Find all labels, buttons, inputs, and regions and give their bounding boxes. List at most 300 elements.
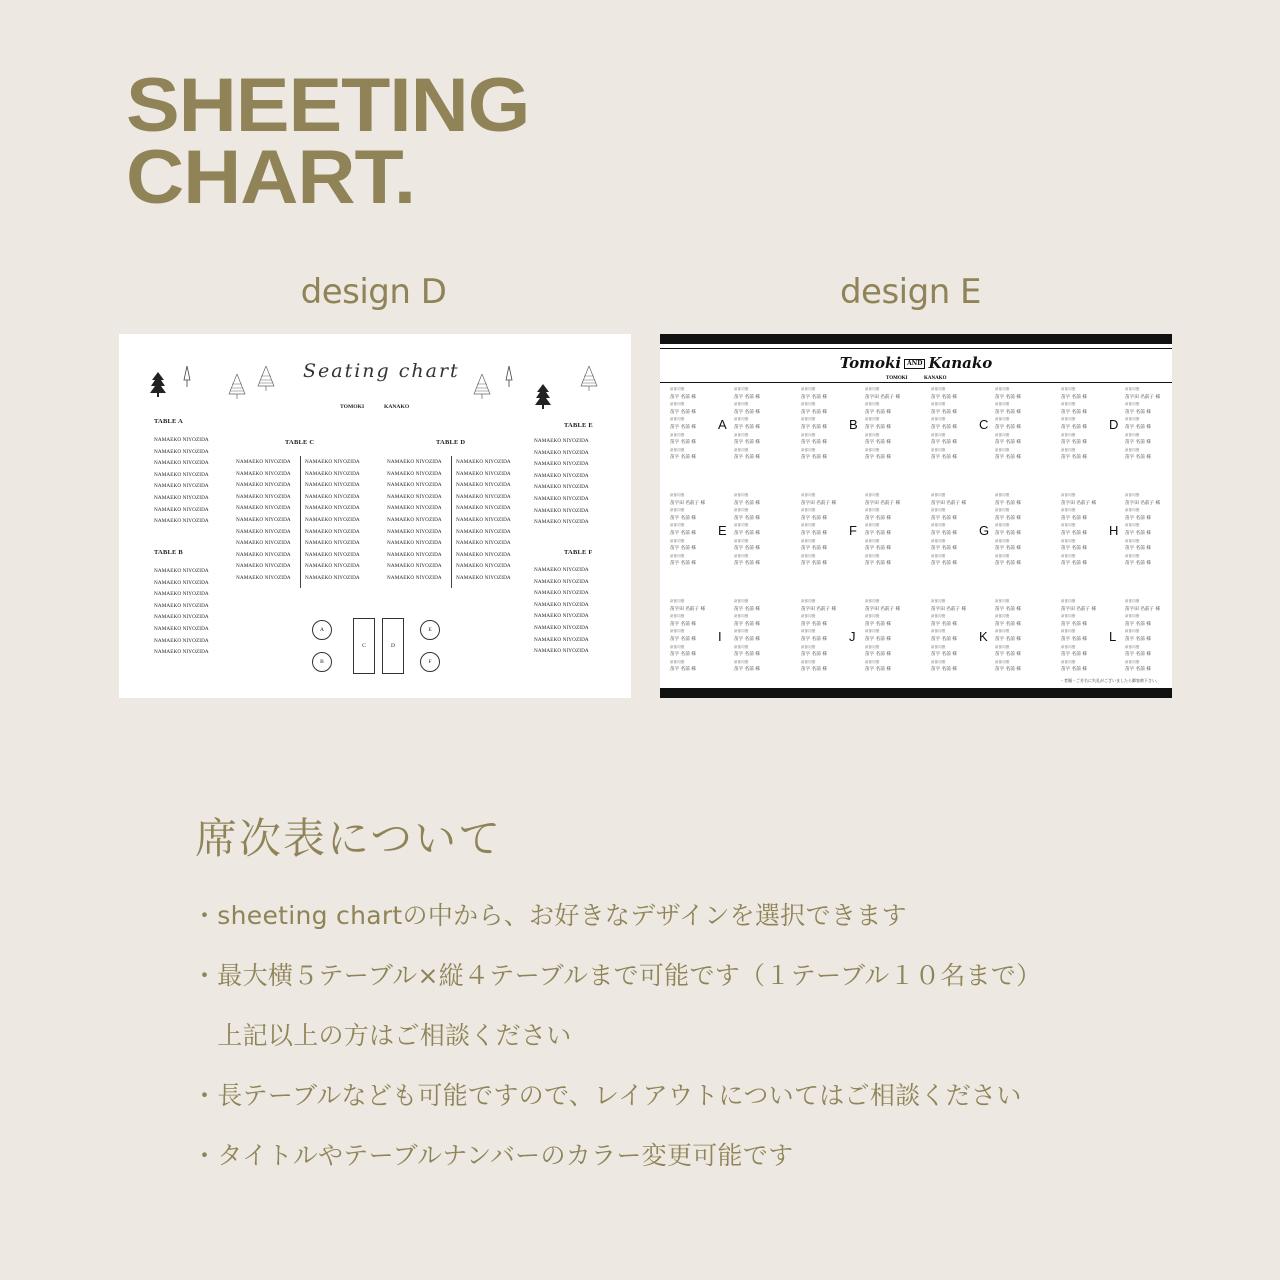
guest-relation: 新郎同僚: [865, 432, 880, 437]
table-guest-column: [734, 492, 760, 568]
guest-name: NAMAEKO NIYOZIDA: [154, 494, 209, 501]
guest-relation: 新郎同僚: [1061, 508, 1076, 513]
guest-name: 苗字 名前 様: [931, 636, 957, 642]
guest-name: NAMAEKO NIYOZIDA: [305, 540, 360, 547]
guest-relation: 新郎同僚: [1061, 538, 1076, 543]
guest-name: NAMAEKO NIYOZIDA: [387, 493, 442, 500]
guest-relation: 新郎同僚: [1061, 493, 1076, 497]
guest-name: 苗字 名前 様: [734, 409, 760, 415]
guest-relation: 新郎同僚: [801, 432, 816, 437]
guest-relation: 新郎同僚: [801, 644, 816, 649]
table-letter-g: G: [979, 523, 990, 538]
guest-name: NAMAEKO NIYOZIDA: [456, 563, 511, 570]
guest-name: NAMAEKO NIYOZIDA: [534, 567, 589, 573]
guest-relation: 新郎同僚: [1125, 599, 1140, 603]
guest-name: NAMAEKO NIYOZIDA: [456, 470, 511, 477]
guest-name: 苗字 名前 様: [670, 515, 696, 521]
guest-relation: 新郎同僚: [670, 553, 685, 558]
guest-name: 苗字 名前 様: [734, 500, 760, 506]
table-guest-column: [865, 386, 900, 462]
guest-name: NAMAEKO NIYOZIDA: [534, 590, 589, 597]
guest-name: 苗字 名前 様: [1125, 455, 1151, 461]
bullet-3: ・長テーブルなども可能ですので、レイアウトについてはご相談ください: [192, 1081, 1022, 1110]
guest-name: NAMAEKO NIYOZIDA: [305, 563, 360, 570]
striped-tree-icon: [227, 374, 247, 400]
bullet-1: ・sheeting chartの中から、お好きなデザインを選択できます: [192, 901, 907, 930]
guest-name: 苗字 名前 様: [1061, 530, 1087, 536]
guest-name: NAMAEKO NIYOZIDA: [387, 470, 442, 477]
guest-name: NAMAEKO NIYOZIDA: [305, 574, 360, 581]
guest-relation: 新郎同僚: [670, 629, 685, 634]
guest-relation: 新郎同僚: [670, 432, 685, 437]
guest-relation: 新郎同僚: [995, 553, 1010, 558]
guest-name: 苗字 名前 様: [670, 667, 696, 673]
guest-name: NAMAEKO NIYOZIDA: [154, 591, 209, 598]
guest-name: 苗字 名前 様: [1125, 561, 1151, 567]
table-guest-column: [670, 386, 696, 462]
guest-name: NAMAEKO NIYOZIDA: [387, 528, 442, 535]
guest-relation: 新郎同僚: [865, 599, 880, 603]
guest-relation: 新郎同僚: [734, 447, 749, 452]
guest-relation: 新郎同僚: [1125, 387, 1140, 391]
guest-relation: 新郎同僚: [931, 553, 946, 558]
guest-relation: 新郎同僚: [1125, 553, 1140, 558]
guest-relation: 新郎同僚: [670, 644, 685, 649]
guest-relation: 新郎同僚: [865, 493, 880, 497]
guest-name: NAMAEKO NIYOZIDA: [456, 528, 511, 535]
guest-relation: 新郎同僚: [801, 599, 816, 603]
bullet-4: ・タイトルやテーブルナンバーのカラー変更可能です: [192, 1141, 794, 1170]
guest-name: NAMAEKO NIYOZIDA: [236, 493, 291, 500]
guest-name: 苗字 名前 様: [1061, 621, 1087, 627]
guest-name: 苗字 名前 様: [1125, 440, 1151, 446]
guest-name: 苗字 名前 様: [865, 424, 891, 430]
guest-name: NAMAEKO NIYOZIDA: [236, 540, 291, 547]
guest-name: NAMAEKO NIYOZIDA: [305, 551, 360, 558]
guest-name: 苗字田 名前子 様: [801, 500, 837, 506]
guest-relation: 新郎同僚: [1061, 599, 1076, 603]
guest-name: NAMAEKO NIYOZIDA: [154, 483, 209, 490]
guest-relation: 新郎同僚: [865, 508, 880, 513]
guest-relation: 新郎同僚: [1061, 523, 1076, 528]
guest-name: 苗字 名前 様: [995, 455, 1021, 461]
guest-name: NAMAEKO NIYOZIDA: [534, 438, 589, 444]
design-d-preview[interactable]: [119, 334, 631, 698]
guest-relation: 新郎同僚: [670, 538, 685, 543]
guest-relation: 新郎同僚: [1125, 493, 1140, 497]
guest-name: 苗字 名前 様: [1061, 636, 1087, 642]
guest-name: NAMAEKO NIYOZIDA: [456, 493, 511, 500]
couple-script-title: [660, 354, 1172, 372]
guest-name: 苗字田 名前子 様: [931, 500, 967, 506]
guest-name: 苗字 名前 様: [995, 636, 1021, 642]
guest-name: NAMAEKO NIYOZIDA: [456, 574, 511, 581]
table-guest-column: [995, 598, 1021, 674]
guest-relation: 新郎同僚: [734, 387, 749, 391]
guest-name: 苗字 名前 様: [931, 515, 957, 521]
table-letter-c: C: [979, 417, 989, 432]
guest-name: 苗字 名前 様: [670, 546, 696, 552]
guest-relation: 新郎同僚: [670, 447, 685, 452]
guest-name: 苗字 名前 様: [670, 530, 696, 536]
guest-name: 苗字 名前 様: [1061, 561, 1087, 567]
guest-name: 苗字田 名前子 様: [865, 394, 901, 400]
table-letter-b: B: [849, 417, 858, 432]
guest-name: NAMAEKO NIYOZIDA: [387, 551, 442, 558]
guest-name: 苗字 名前 様: [801, 515, 827, 521]
table-guest-column: [1125, 492, 1160, 568]
guest-relation: 新郎同僚: [801, 417, 816, 422]
table-letter-k: K: [979, 629, 988, 644]
guest-relation: 新郎同僚: [931, 432, 946, 437]
guest-name: 苗字 名前 様: [1125, 515, 1151, 521]
table-letter-e: E: [718, 523, 727, 538]
table-letter-a: A: [718, 417, 727, 432]
guest-name: 苗字 名前 様: [801, 667, 827, 673]
guest-name: 苗字 名前 様: [734, 424, 760, 430]
guest-relation: 新郎同僚: [1061, 387, 1076, 391]
bottom-border-bar: [660, 688, 1172, 698]
table-guest-column: [865, 492, 900, 568]
table-guest-column: [1125, 386, 1160, 462]
pine-tree-icon: [150, 372, 166, 398]
guest-name: 苗字田 名前子 様: [1125, 606, 1161, 612]
guest-relation: 新郎同僚: [1125, 447, 1140, 452]
guest-name: NAMAEKO NIYOZIDA: [154, 568, 209, 574]
table-guest-column: [734, 598, 760, 674]
guest-name: NAMAEKO NIYOZIDA: [534, 484, 589, 491]
guest-relation: 新郎同僚: [734, 644, 749, 649]
guest-relation: 新郎同僚: [801, 402, 816, 407]
title-and-box: AND: [904, 359, 925, 369]
guest-name: NAMAEKO NIYOZIDA: [387, 505, 442, 512]
guest-relation: 新郎同僚: [931, 402, 946, 407]
guest-relation: 新郎同僚: [734, 402, 749, 407]
guest-relation: 新郎同僚: [1061, 402, 1076, 407]
guest-name: NAMAEKO NIYOZIDA: [236, 470, 291, 477]
guest-relation: 新郎同僚: [865, 402, 880, 407]
guest-relation: 新郎同僚: [995, 614, 1010, 619]
guest-name: 苗字 名前 様: [734, 530, 760, 536]
table-letter-l: L: [1109, 629, 1117, 644]
guest-name: NAMAEKO NIYOZIDA: [534, 578, 589, 585]
guest-name: NAMAEKO NIYOZIDA: [387, 459, 442, 465]
guest-name: 苗字田 名前子 様: [801, 606, 837, 612]
guest-name: 苗字 名前 様: [1125, 652, 1151, 658]
table-guest-column: [734, 386, 760, 462]
guest-name: 苗字 名前 様: [734, 515, 760, 521]
guest-relation: 新郎同僚: [801, 523, 816, 528]
guest-name: 苗字 名前 様: [1125, 667, 1151, 673]
striped-tree-icon: [579, 366, 599, 392]
about-heading: 席次表について: [195, 814, 503, 863]
guest-relation: 新郎同僚: [1061, 447, 1076, 452]
guest-name: NAMAEKO NIYOZIDA: [305, 459, 360, 465]
guest-relation: 新郎同僚: [931, 417, 946, 422]
sub-name-left: TOMOKI: [886, 376, 908, 381]
guest-name: NAMAEKO NIYOZIDA: [456, 459, 511, 465]
guest-name: 苗字 名前 様: [995, 515, 1021, 521]
guest-relation: 新郎同僚: [865, 387, 880, 391]
guest-name: NAMAEKO NIYOZIDA: [236, 516, 291, 523]
guest-name: 苗字田 名前子 様: [1061, 606, 1097, 612]
guest-name: 苗字 名前 様: [734, 394, 760, 400]
guest-name: NAMAEKO NIYOZIDA: [387, 563, 442, 570]
guest-name: NAMAEKO NIYOZIDA: [154, 448, 209, 455]
guest-relation: 新郎同僚: [865, 538, 880, 543]
guest-relation: 新郎同僚: [670, 417, 685, 422]
guest-relation: 新郎同僚: [734, 538, 749, 543]
guest-relation: 新郎同僚: [931, 493, 946, 497]
guest-relation: 新郎同僚: [801, 659, 816, 664]
guest-name: 苗字 名前 様: [801, 440, 827, 446]
guest-relation: 新郎同僚: [995, 432, 1010, 437]
guest-relation: 新郎同僚: [734, 432, 749, 437]
title-left-name: Tomoki: [839, 354, 902, 372]
guest-relation: 新郎同僚: [931, 599, 946, 603]
table-guest-column: [931, 492, 966, 568]
guest-relation: 新郎同僚: [1125, 644, 1140, 649]
guest-name: 苗字 名前 様: [801, 621, 827, 627]
guest-name: 苗字 名前 様: [931, 440, 957, 446]
guest-name: NAMAEKO NIYOZIDA: [534, 601, 589, 608]
guest-name: 苗字 名前 様: [801, 636, 827, 642]
bullet-2-continued: 上記以上の方はご相談ください: [192, 1021, 572, 1050]
guest-name: 苗字 名前 様: [734, 561, 760, 567]
guest-name: 苗字 名前 様: [931, 424, 957, 430]
table-c-guest-list-right: [305, 457, 360, 585]
pine-tree-icon: [535, 384, 551, 410]
table-guest-column: [801, 492, 836, 568]
bullet-2: ・最大横５テーブル×縦４テーブルまで可能です（１テーブル１０名まで）: [192, 961, 1042, 990]
guest-relation: 新郎同僚: [995, 599, 1010, 603]
header-divider-line: [660, 382, 1172, 383]
table-d-guest-list-right: [456, 457, 511, 585]
guest-relation: 新郎同僚: [865, 417, 880, 422]
guest-name: 苗字 名前 様: [1125, 621, 1151, 627]
guest-name: NAMAEKO NIYOZIDA: [154, 506, 209, 513]
guest-relation: 新郎同僚: [995, 659, 1010, 664]
guest-name: NAMAEKO NIYOZIDA: [305, 493, 360, 500]
guest-name: 苗字 名前 様: [1061, 424, 1087, 430]
guest-relation: 新郎同僚: [734, 508, 749, 513]
layout-table-c: C: [353, 618, 375, 674]
guest-name: NAMAEKO NIYOZIDA: [534, 495, 589, 502]
guest-name: NAMAEKO NIYOZIDA: [305, 528, 360, 535]
guest-name: 苗字 名前 様: [801, 394, 827, 400]
guest-relation: 新郎同僚: [931, 447, 946, 452]
guest-name: 苗字田 名前子 様: [1125, 394, 1161, 400]
guest-name: NAMAEKO NIYOZIDA: [154, 625, 209, 632]
guest-name: NAMAEKO NIYOZIDA: [236, 574, 291, 581]
guest-relation: 新郎同僚: [801, 614, 816, 619]
guest-name: 苗字 名前 様: [1125, 530, 1151, 536]
guest-name: 苗字 名前 様: [1061, 515, 1087, 521]
guest-name: 苗字田 名前子 様: [670, 500, 706, 506]
guest-name: 苗字 名前 様: [865, 455, 891, 461]
layout-table-d: D: [382, 618, 404, 674]
table-letter-i: I: [718, 629, 722, 644]
guest-name: NAMAEKO NIYOZIDA: [154, 471, 209, 478]
guest-relation: 新郎同僚: [1061, 659, 1076, 664]
table-guest-column: [995, 492, 1021, 568]
striped-tree-icon: [256, 366, 276, 392]
guest-name: 苗字田 名前子 様: [865, 606, 901, 612]
table-b-guest-list: [154, 566, 209, 659]
guest-name: 苗字 名前 様: [670, 394, 696, 400]
guest-relation: 新郎同僚: [995, 402, 1010, 407]
guest-name: 苗字田 名前子 様: [865, 500, 901, 506]
guest-relation: 新郎同僚: [865, 659, 880, 664]
guest-name: NAMAEKO NIYOZIDA: [305, 482, 360, 489]
table-c-divider: [300, 456, 301, 588]
guest-name: 苗字 名前 様: [734, 455, 760, 461]
guest-name: 苗字田 名前子 様: [931, 606, 967, 612]
guest-name: 苗字 名前 様: [801, 409, 827, 415]
guest-name: 苗字 名前 様: [1061, 667, 1087, 673]
guest-relation: 新郎同僚: [1061, 629, 1076, 634]
guest-relation: 新郎同僚: [1125, 417, 1140, 422]
guest-relation: 新郎同僚: [995, 447, 1010, 452]
thin-tree-icon: [183, 366, 191, 388]
guest-relation: 新郎同僚: [931, 387, 946, 391]
table-guest-column: [865, 598, 900, 674]
guest-relation: 新郎同僚: [670, 523, 685, 528]
guest-name: NAMAEKO NIYOZIDA: [534, 636, 589, 643]
guest-name: 苗字 名前 様: [865, 636, 891, 642]
guest-name: 苗字 名前 様: [995, 394, 1021, 400]
guest-name: NAMAEKO NIYOZIDA: [154, 579, 209, 586]
guest-name: 苗字 名前 様: [995, 424, 1021, 430]
title-line-1: SHEETING: [126, 63, 530, 148]
guest-relation: 新郎同僚: [995, 493, 1010, 497]
guest-relation: 新郎同僚: [995, 538, 1010, 543]
guest-relation: 新郎同僚: [670, 402, 685, 407]
guest-name: NAMAEKO NIYOZIDA: [534, 624, 589, 631]
guest-name: 苗字 名前 様: [995, 500, 1021, 506]
guest-relation: 新郎同僚: [931, 629, 946, 634]
guest-relation: 新郎同僚: [801, 387, 816, 391]
guest-name: 苗字 名前 様: [995, 546, 1021, 552]
guest-relation: 新郎同僚: [801, 508, 816, 513]
guest-name: NAMAEKO NIYOZIDA: [154, 518, 209, 525]
top-border-bar: [660, 334, 1172, 344]
guest-relation: 新郎同僚: [865, 629, 880, 634]
guest-name: 苗字田 名前子 様: [1125, 500, 1161, 506]
guest-relation: 新郎同僚: [931, 523, 946, 528]
guest-relation: 新郎同僚: [995, 523, 1010, 528]
guest-name: 苗字 名前 様: [1061, 546, 1087, 552]
guest-name: 苗字 名前 様: [734, 606, 760, 612]
guest-name: 苗字 名前 様: [670, 440, 696, 446]
footnote: ・者順・ご芳名に失礼がございましたら御容赦下さい。: [1060, 678, 1160, 683]
guest-relation: 新郎同僚: [1061, 553, 1076, 558]
guest-name: NAMAEKO NIYOZIDA: [154, 602, 209, 609]
guest-name: 苗字 名前 様: [931, 667, 957, 673]
guest-relation: 新郎同僚: [1125, 538, 1140, 543]
guest-relation: 新郎同僚: [1125, 659, 1140, 664]
guest-name: 苗字 名前 様: [931, 546, 957, 552]
guest-name: 苗字 名前 様: [1061, 455, 1087, 461]
guest-relation: 新郎同僚: [931, 538, 946, 543]
guest-name: 苗字 名前 様: [734, 440, 760, 446]
couple-name-right: KANAKO: [384, 404, 410, 410]
table-guest-column: [995, 386, 1021, 462]
table-guest-column: [1061, 598, 1096, 674]
table-letter-d: D: [1109, 417, 1119, 432]
guest-name: 苗字 名前 様: [734, 621, 760, 627]
guest-name: NAMAEKO NIYOZIDA: [154, 614, 209, 621]
guest-relation: 新郎同僚: [734, 523, 749, 528]
guest-name: 苗字 名前 様: [1125, 636, 1151, 642]
guest-relation: 新郎同僚: [801, 629, 816, 634]
guest-name: 苗字 名前 様: [1061, 394, 1087, 400]
guest-name: 苗字 名前 様: [995, 667, 1021, 673]
guest-name: NAMAEKO NIYOZIDA: [305, 505, 360, 512]
table-e-title: TABLE E: [564, 422, 593, 429]
guest-name: NAMAEKO NIYOZIDA: [387, 516, 442, 523]
guest-relation: 新郎同僚: [931, 659, 946, 664]
guest-name: 苗字 名前 様: [801, 546, 827, 552]
design-e-preview[interactable]: [660, 334, 1172, 698]
guest-name: NAMAEKO NIYOZIDA: [534, 472, 589, 479]
guest-name: 苗字 名前 様: [931, 621, 957, 627]
guest-name: 苗字 名前 様: [1125, 409, 1151, 415]
guest-relation: 新郎同僚: [670, 614, 685, 619]
guest-name: 苗字 名前 様: [801, 652, 827, 658]
table-d-guest-list-left: [387, 457, 442, 585]
guest-name: 苗字 名前 様: [670, 455, 696, 461]
guest-name: NAMAEKO NIYOZIDA: [534, 648, 589, 655]
guest-name: 苗字 名前 様: [995, 652, 1021, 658]
guest-name: NAMAEKO NIYOZIDA: [387, 574, 442, 581]
guest-name: NAMAEKO NIYOZIDA: [305, 516, 360, 523]
layout-table-e: E: [420, 620, 440, 640]
guest-relation: 新郎同僚: [995, 387, 1010, 391]
guest-relation: 新郎同僚: [734, 493, 749, 497]
guest-name: NAMAEKO NIYOZIDA: [154, 649, 209, 656]
guest-name: 苗字 名前 様: [865, 561, 891, 567]
guest-name: 苗字 名前 様: [931, 394, 957, 400]
guest-name: 苗字 名前 様: [670, 636, 696, 642]
table-letter-h: H: [1109, 523, 1119, 538]
layout-table-f: F: [420, 652, 440, 672]
guest-name: 苗字 名前 様: [670, 561, 696, 567]
guest-name: 苗字 名前 様: [931, 652, 957, 658]
table-c-guest-list-left: [236, 457, 291, 585]
guest-relation: 新郎同僚: [931, 644, 946, 649]
guest-name: 苗字 名前 様: [995, 561, 1021, 567]
guest-name: NAMAEKO NIYOZIDA: [534, 461, 589, 468]
guest-relation: 新郎同僚: [1061, 432, 1076, 437]
guest-relation: 新郎同僚: [734, 629, 749, 634]
guest-name: 苗字 名前 様: [995, 530, 1021, 536]
guest-name: NAMAEKO NIYOZIDA: [387, 540, 442, 547]
guest-relation: 新郎同僚: [1061, 417, 1076, 422]
guest-relation: 新郎同僚: [734, 553, 749, 558]
guest-relation: 新郎同僚: [1125, 629, 1140, 634]
guest-relation: 新郎同僚: [670, 659, 685, 664]
couple-name-left: TOMOKI: [340, 404, 365, 410]
seating-chart-script-title: Seating chart: [303, 360, 460, 382]
design-e-label: design E: [839, 272, 982, 312]
guest-name: 苗字 名前 様: [801, 530, 827, 536]
table-guest-column: [670, 598, 705, 674]
guest-name: NAMAEKO NIYOZIDA: [456, 516, 511, 523]
table-guest-column: [801, 386, 827, 462]
guest-name: NAMAEKO NIYOZIDA: [236, 563, 291, 570]
guest-relation: 新郎同僚: [734, 614, 749, 619]
